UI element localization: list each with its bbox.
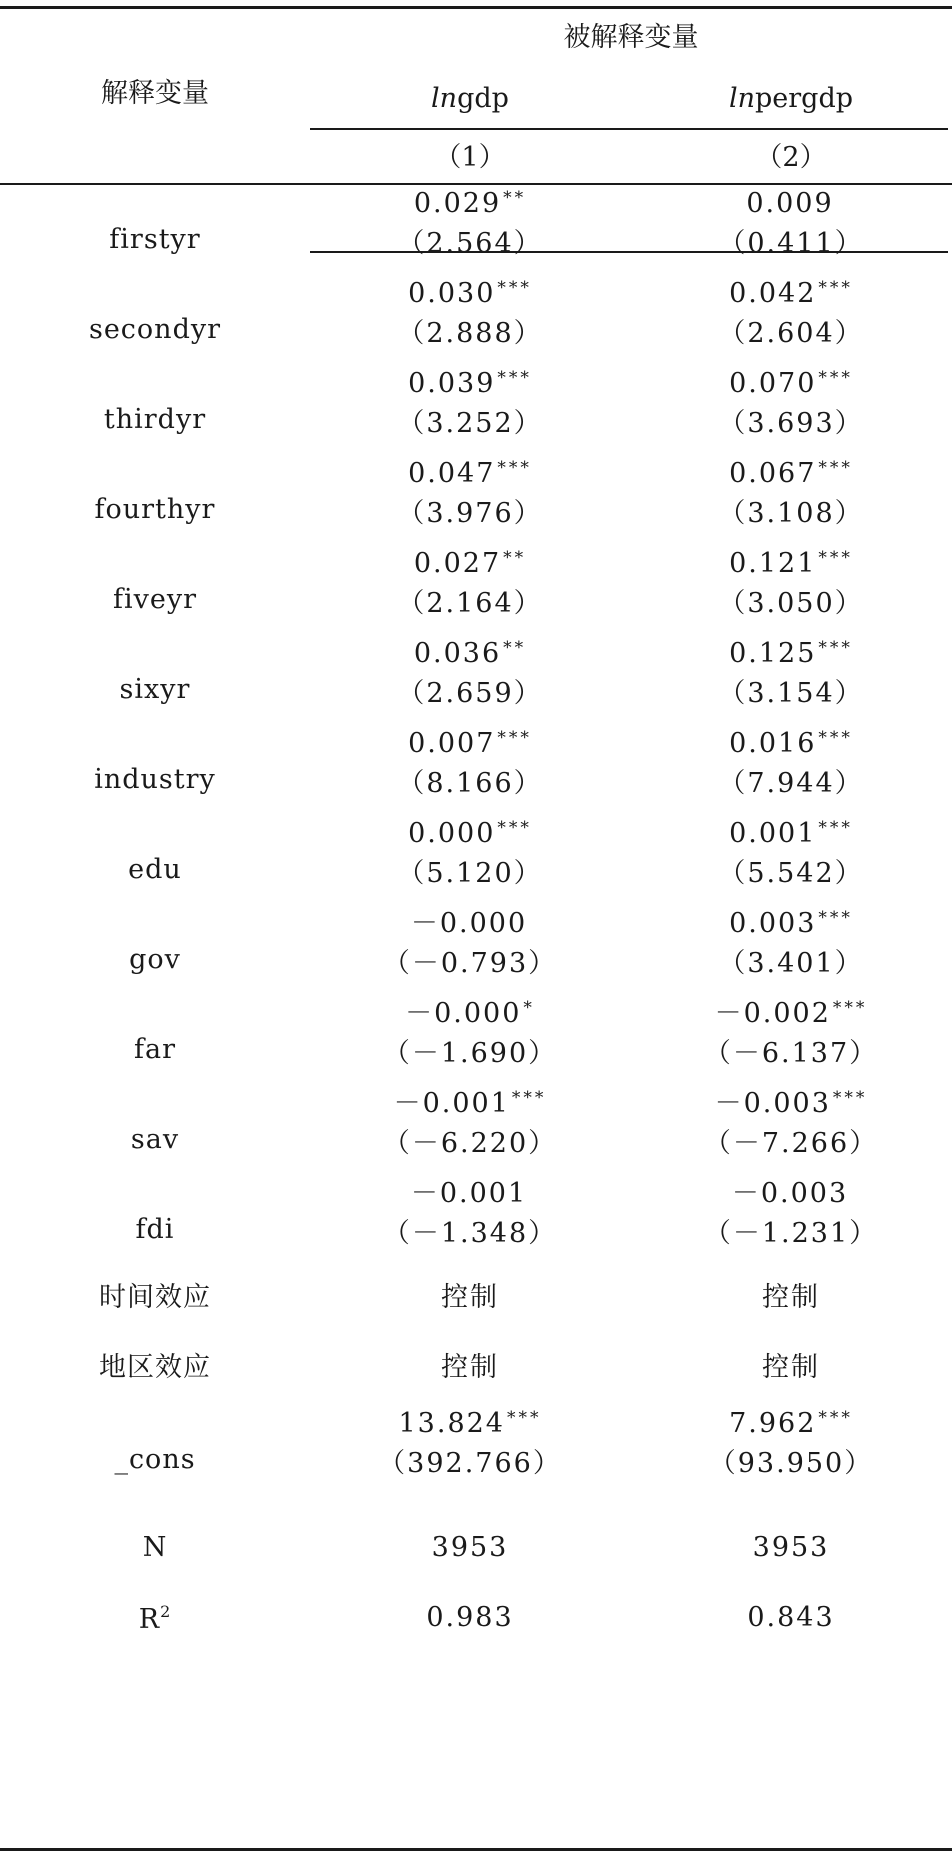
significance-stars: ** <box>503 638 527 658</box>
significance-stars: *** <box>511 1088 547 1108</box>
variable-name: fiveyr <box>112 584 198 615</box>
variable-name: sixyr <box>119 674 191 705</box>
n-col1: 3953 <box>431 1532 509 1563</box>
variable-name: 地区效应 <box>99 1352 211 1383</box>
coefficient-col2 <box>630 190 952 217</box>
coefficient-col2 <box>630 370 952 397</box>
variable-name: fourthyr <box>94 494 216 525</box>
coefficient-col1 <box>310 1180 630 1207</box>
t-stat-col2: （－6.137） <box>703 1038 879 1069</box>
significance-stars: ** <box>503 548 527 568</box>
t-stat-col2: （3.108） <box>718 498 864 529</box>
variable-name: edu <box>128 854 182 885</box>
variable-name: thirdyr <box>103 404 207 435</box>
coefficient-col2 <box>630 460 952 487</box>
significance-stars: *** <box>818 728 853 748</box>
dependent-variable-header: 被解释变量 <box>563 22 699 53</box>
significance-stars: *** <box>818 548 853 568</box>
coef-value: 0.009 <box>746 188 834 219</box>
variable-name: fdi <box>135 1214 175 1245</box>
r2-col1: 0.983 <box>426 1602 514 1633</box>
t-stat-col1: （－1.690） <box>382 1038 558 1069</box>
coefficient-col1 <box>310 820 630 847</box>
coef-value: 0.027 <box>413 548 502 579</box>
t-stat-col2: （7.944） <box>718 768 864 799</box>
variable-name: sav <box>130 1124 180 1155</box>
t-stat-col1: （3.252） <box>397 408 543 439</box>
coef-value: 0.039 <box>408 368 496 399</box>
significance-stars: *** <box>832 998 868 1018</box>
significance-stars: *** <box>818 1408 853 1428</box>
t-stat-col1: （3.976） <box>397 498 543 529</box>
coefficient-col2 <box>630 910 952 937</box>
constant-row <box>0 1406 952 1512</box>
coef-value: 0.003 <box>729 908 817 939</box>
r-squared-row <box>0 1586 952 1656</box>
coefficient-col1 <box>310 910 630 937</box>
variable-name: gov <box>129 944 181 975</box>
t-stat-col2: （3.154） <box>718 678 864 709</box>
coefficient-col2 <box>630 1090 952 1117</box>
control-row-region <box>0 1336 952 1406</box>
explanatory-variable-header: 解释变量 <box>101 78 209 109</box>
coef-value: －0.003 <box>714 1088 831 1119</box>
coef-value: 0.007 <box>408 728 496 759</box>
coefficient-col1 <box>310 280 630 307</box>
column-2-name: pergdp <box>755 83 854 114</box>
significance-stars: ** <box>503 188 527 208</box>
coefficient-col2 <box>630 280 952 307</box>
header-bottom-rule <box>0 183 952 185</box>
coef-value: 0.016 <box>729 728 817 759</box>
significance-stars: *** <box>818 908 853 928</box>
variable-name: _cons <box>114 1444 196 1475</box>
variable-name: N <box>142 1532 168 1563</box>
top-rule <box>0 6 952 9</box>
coef-value: －0.003 <box>731 1178 849 1209</box>
t-stat-col1: （－0.793） <box>382 948 558 979</box>
n-col2: 3953 <box>752 1532 830 1563</box>
coef-value: －0.001 <box>393 1088 510 1119</box>
column-2-number: （2） <box>755 142 827 173</box>
coefficient-col2 <box>630 820 952 847</box>
significance-stars: *** <box>506 1408 542 1428</box>
significance-stars: *** <box>818 458 853 478</box>
t-stat-col2: （0.411） <box>718 228 864 259</box>
significance-stars: *** <box>818 278 853 298</box>
coefficient-col2 <box>630 1180 952 1207</box>
bottom-rule <box>0 1848 952 1851</box>
r2-col2: 0.843 <box>747 1602 835 1633</box>
t-stat-col1: （－1.348） <box>382 1218 558 1249</box>
coefficient-col1 <box>310 370 630 397</box>
t-stat-col2: （3.401） <box>718 948 864 979</box>
t-stat-col2: （－7.266） <box>703 1128 879 1159</box>
coefficient-col2 <box>630 730 952 757</box>
coef-value: 0.125 <box>729 638 817 669</box>
control-col1: 控制 <box>441 1282 499 1313</box>
coef-value: －0.001 <box>410 1178 528 1209</box>
coefficient-col1 <box>310 1000 630 1027</box>
coefficient-col1 <box>310 550 630 577</box>
t-stat-col1: （2.888） <box>397 318 543 349</box>
coefficient-col2 <box>630 550 952 577</box>
coef-value: 0.042 <box>729 278 817 309</box>
coef-value: －0.000 <box>410 908 528 939</box>
coefficient-col1 <box>310 730 630 757</box>
coefficient-col1 <box>310 1410 630 1437</box>
column-1-header <box>310 85 630 112</box>
t-stat-col2: （3.693） <box>718 408 864 439</box>
coef-value: 0.047 <box>408 458 496 489</box>
significance-stars: *** <box>497 728 532 748</box>
t-stat-col1: （2.164） <box>397 588 543 619</box>
coef-value: 0.121 <box>729 548 817 579</box>
coef-value: 7.962 <box>729 1408 817 1439</box>
significance-stars: *** <box>818 368 853 388</box>
t-stat-col2: （2.604） <box>718 318 864 349</box>
coef-value: 0.067 <box>729 458 817 489</box>
significance-stars: * <box>523 998 535 1018</box>
coef-value: 0.036 <box>413 638 502 669</box>
control-col2: 控制 <box>762 1282 820 1313</box>
variable-name: firstyr <box>109 224 201 255</box>
coefficient-col2 <box>630 1000 952 1027</box>
column-1-prefix: ln <box>431 83 458 114</box>
t-stat-col1: （392.766） <box>378 1448 562 1479</box>
significance-stars: *** <box>497 368 532 388</box>
variable-name: 时间效应 <box>99 1282 211 1313</box>
significance-stars: *** <box>832 1088 868 1108</box>
coef-value: 0.001 <box>729 818 817 849</box>
coef-value: 0.030 <box>408 278 496 309</box>
control-col2: 控制 <box>762 1352 820 1383</box>
coef-value: －0.002 <box>714 998 831 1029</box>
t-stat-col1: （2.564） <box>397 228 543 259</box>
coefficient-col2 <box>630 640 952 667</box>
t-stat-col2: （3.050） <box>718 588 864 619</box>
significance-stars: *** <box>497 278 532 298</box>
significance-stars: *** <box>497 818 532 838</box>
header-rule-1 <box>310 128 948 130</box>
coef-value: －0.000 <box>405 998 522 1029</box>
coefficient-col1 <box>310 640 630 667</box>
coef-value: 0.070 <box>729 368 817 399</box>
t-stat-col2: （－1.231） <box>703 1218 879 1249</box>
control-row-time <box>0 1266 952 1336</box>
variable-name: secondyr <box>88 314 222 345</box>
significance-stars: *** <box>818 638 853 658</box>
coefficient-col1 <box>310 460 630 487</box>
coef-value: 13.824 <box>398 1408 505 1439</box>
coefficient-col2 <box>630 1410 952 1437</box>
coef-value: 0.029 <box>413 188 502 219</box>
significance-stars: *** <box>497 458 532 478</box>
variable-name: industry <box>94 764 216 795</box>
r-superscript: 2 <box>160 1602 172 1621</box>
observations-row <box>0 1516 952 1586</box>
t-stat-col2: （5.542） <box>718 858 864 889</box>
variable-name <box>0 1604 310 1633</box>
r-label: R <box>138 1604 161 1635</box>
column-2-prefix: ln <box>728 83 755 114</box>
coefficient-col1 <box>310 1090 630 1117</box>
t-stat-col1: （2.659） <box>397 678 543 709</box>
coefficient-col1 <box>310 190 630 217</box>
column-1-name: gdp <box>457 83 509 114</box>
t-stat-col1: （－6.220） <box>382 1128 558 1159</box>
significance-stars: *** <box>818 818 853 838</box>
column-1-number: （1） <box>434 142 506 173</box>
coef-value: 0.000 <box>408 818 496 849</box>
column-2-header <box>630 85 952 112</box>
t-stat-col2: （93.950） <box>708 1448 874 1479</box>
variable-name: far <box>134 1034 176 1065</box>
t-stat-col1: （8.166） <box>397 768 543 799</box>
control-col1: 控制 <box>441 1352 499 1383</box>
t-stat-col1: （5.120） <box>397 858 543 889</box>
